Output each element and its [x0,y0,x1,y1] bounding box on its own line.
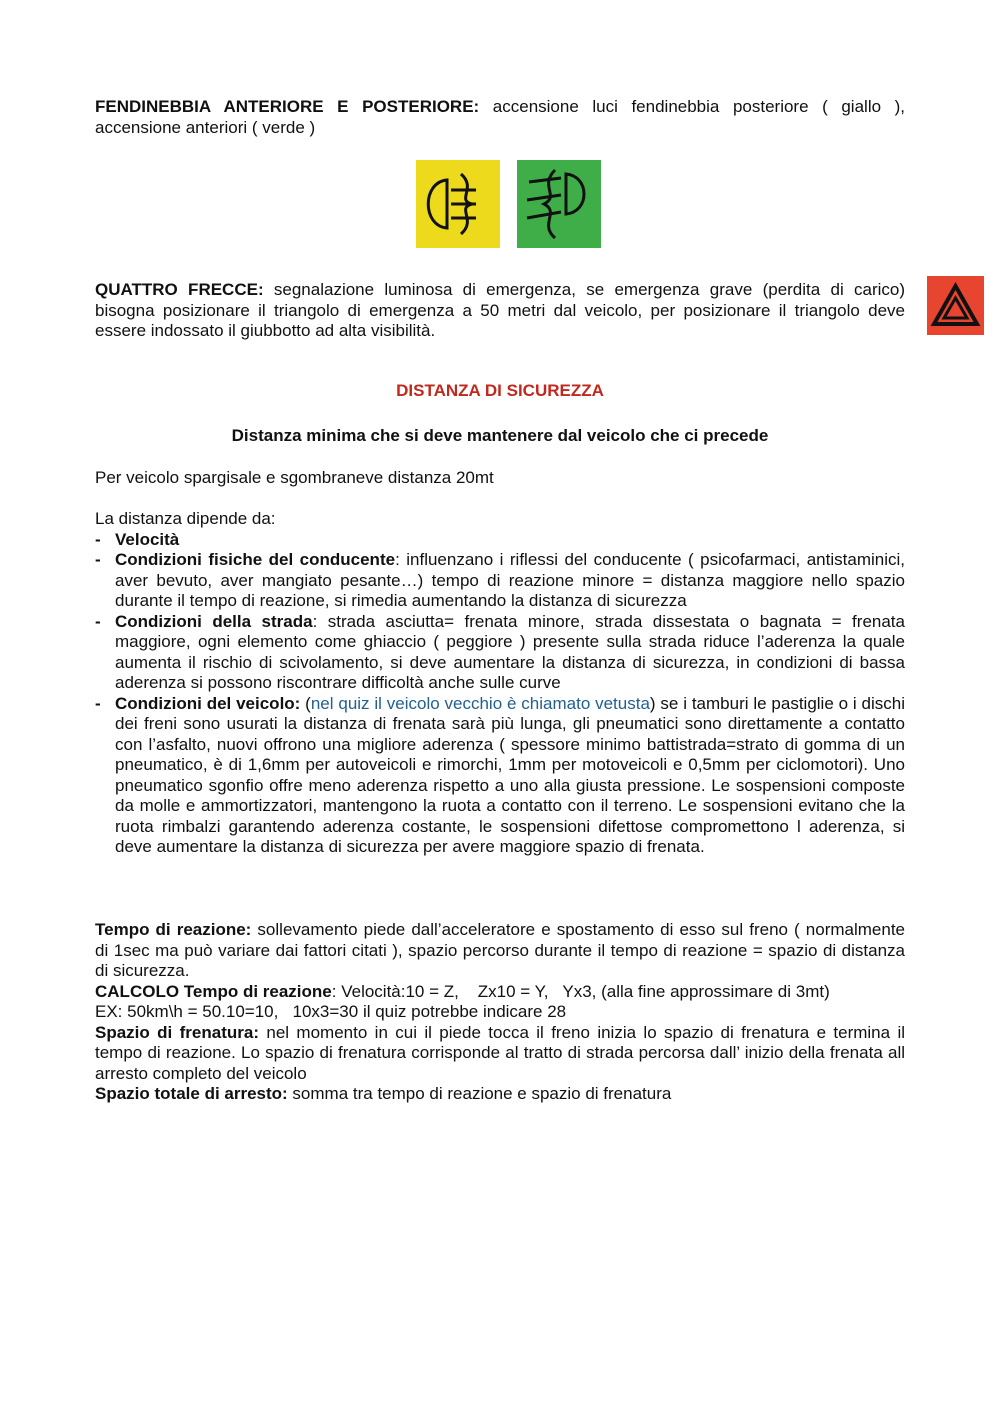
distanza-heading-block [95,381,905,402]
list-item-condizioni-strada [95,612,905,694]
fendinebbia-text: accensione luci fendinebbia posteriore ( giallo ), accensione anteriori ( verde ) [95,97,906,137]
distanza-heading: DISTANZA DI SICUREZZA [396,381,604,400]
veicolo-text: ) se i tamburi le pastiglie o i dischi dei freni sono usurati la distanza di frenata sarà più lunga, gli pneumatici sono direttamente a contatto con l’asfalto, nuovi offrono una migliore aderenza ( spessore minimo battistrada=strato di gomma di un pneumatico, è di 1,6mm per autoveicoli e rimorchi, 1mm per motoveicoli e 0,5mm per ciclomotori). Uno pneumatico sgonfio offre meno aderenza rispetto a uno alla giusta pressione. Le sospensioni composte da molle e ammortizzatori, mantengono la ruota a contatto con il terreno. Le sospensioni evitano che la ruota rimbalzi garantendo aderenza costante, le sospensioni difettose compromettono l aderenza, si deve aumentare la distanza di sicurezza per avere maggiore spazio di frenata. [115,693,905,856]
quattro-frecce-paragraph [95,280,905,342]
fisiche-text: : influenzano i riflessi del conducente ( psicofarmaci, antistaminici, aver bevuto, aver mangiato pesante…) tempo di reazione minore = distanza maggiore nello spazio durante il tempo di reazione, si rimedia aumentando la distanza di sicurezza [115,550,905,610]
calcolo-paragraph [95,982,905,1003]
esempio-paragraph: EX: 50km\h = 50.10=10, 10x3=30 il quiz potrebbe indicare 28 [95,1002,567,1021]
spargisale-block [95,468,905,489]
calcolo-title: CALCOLO Tempo di reazione [95,981,332,1001]
arresto-text: somma tra tempo di reazione e spazio di frenatura [287,1084,672,1103]
veicolo-open: ( [300,693,311,713]
front-fog-light-icon [517,160,601,248]
reazione-block [95,920,905,1105]
fisiche-title: Condizioni fisiche del conducente [115,550,396,569]
frenatura-title: Spazio di frenatura: [95,1022,259,1042]
frenatura-paragraph [95,1023,905,1085]
list-item-velocita [95,530,905,551]
veicolo-title: Condizioni del veicolo: [115,693,301,713]
fendinebbia-title: FENDINEBBIA ANTERIORE E POSTERIORE: [95,97,480,116]
arresto-paragraph [95,1084,905,1105]
tempo-text: sollevamento piede dall’acceleratore e spostamento di esso sul freno ( normalmente di 1sec ma può variare dai fattori citati ), spazio percorso durante il tempo di reazione = spazio di distanza di sicurezza. [95,920,905,980]
velocita-label: Velocità [115,529,180,549]
fendinebbia-paragraph [95,97,905,138]
list-item-condizioni-veicolo [95,694,905,858]
list-item-condizioni-fisiche [95,550,905,612]
quattro-frecce-title: QUATTRO FRECCE: [95,280,264,299]
tempo-paragraph [95,920,905,982]
strada-title: Condizioni della strada [115,611,313,631]
strada-text: : strada asciutta= frenata minore, strada dissestata o bagnata = frenata maggiore, ogni elemento come ghiaccio ( peggiore ) presente sulla strada riduce l’aderenza la quale aumenta il rischio di scivolamento, si deve aumentare la distanza di sicurezza, in condizioni di bassa aderenza si possono riscontrare difficoltà anche sulle curve [115,611,905,692]
tempo-title: Tempo di reazione: [95,920,252,939]
frenatura-text: nel momento in cui il piede tocca il freno inizia lo spazio di frenatura e termina il tempo di reazione. Lo spazio di frenatura corrisponde al tratto di strada percorsa dall’ inizio della frenata all arresto completo del veicolo [95,1022,906,1083]
quattro-frecce-section [95,280,905,342]
fendinebbia-section [95,97,905,138]
hazard-warning-icon [927,276,984,335]
veicolo-note: nel quiz il veicolo vecchio è chiamato vetusta [310,693,650,713]
quattro-frecce-text: segnalazione luminosa di emergenza, se emergenza grave (perdita di carico) bisogna posizionare il triangolo di emergenza a 50 metri dal veicolo, per posizionare il triangolo deve essere indossato il giubbotto ad alta visibilità. [95,280,906,340]
arresto-title: Spazio totale di arresto: [95,1084,288,1103]
distanza-subheading: Distanza minima che si deve mantenere dal veicolo che ci precede [231,426,769,445]
fog-lights-icons [416,160,601,248]
distanza-list-block [95,509,905,858]
distanza-subheading-block [95,426,905,447]
calcolo-text: : Velocità:10 = Z, Zx10 = Y, Yx3, (alla fine approssimare di 3mt) [331,981,830,1001]
distanza-factors-list [95,530,905,858]
spargisale-text: Per veicolo spargisale e sgombraneve distanza 20mt [95,468,494,487]
rear-fog-light-icon [416,160,500,248]
distanza-intro: La distanza dipende da: [95,509,276,528]
